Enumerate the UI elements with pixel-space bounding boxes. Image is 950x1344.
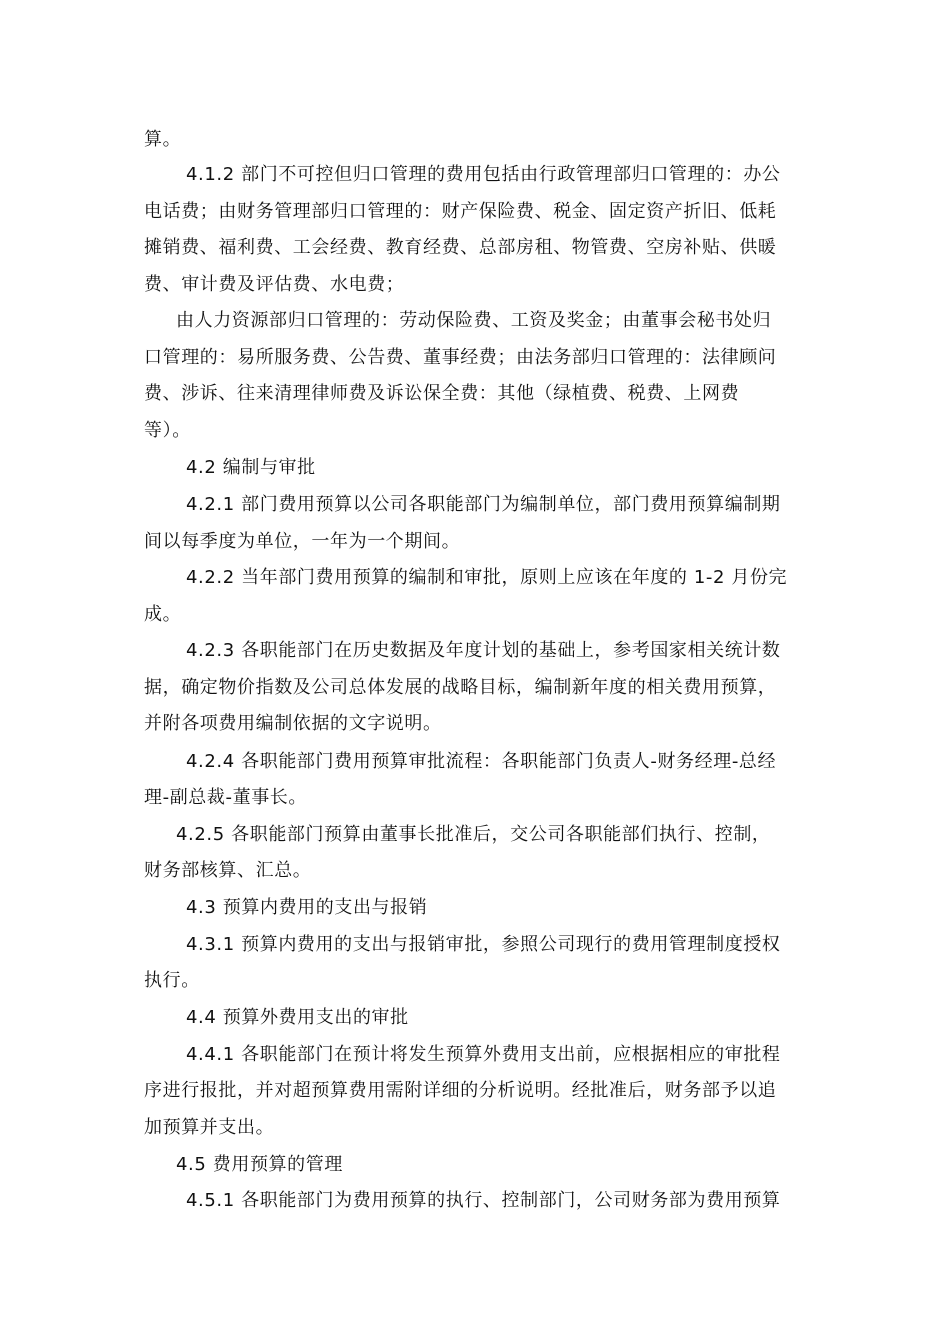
section-4-2-2-line: 4.2.2 当年部门费用预算的编制和审批，原则上应该在年度的 1-2 月份完 [186, 567, 788, 588]
text-line: 成。 [144, 604, 182, 625]
text-line: 序进行报批，并对超预算费用需附详细的分析说明。经批准后，财务部予以追 [144, 1080, 777, 1101]
text-line: 费、审计费及评估费、水电费； [144, 274, 405, 295]
section-heading-4-4: 4.4 预算外费用支出的审批 [186, 1007, 409, 1028]
text-line: 并附各项费用编制依据的文字说明。 [144, 713, 442, 734]
text-line: 理-副总裁-董事长。 [144, 787, 307, 808]
section-heading-4-3: 4.3 预算内费用的支出与报销 [186, 897, 428, 918]
section-4-1-2-line: 4.1.2 部门不可控但归口管理的费用包括由行政管理部归口管理的：办公 [186, 164, 781, 185]
text-line: 加预算并支出。 [144, 1117, 275, 1138]
text-line: 费、涉诉、往来清理律师费及诉讼保全费：其他（绿植费、税费、上网费 [144, 383, 740, 404]
section-4-4-1-line: 4.4.1 各职能部门在预计将发生预算外费用支出前，应根据相应的审批程 [186, 1044, 781, 1065]
text-line: 据，确定物价指数及公司总体发展的战略目标，编制新年度的相关费用预算， [144, 677, 777, 698]
section-heading-4-5: 4.5 费用预算的管理 [176, 1154, 343, 1175]
text-line: 电话费；由财务管理部归口管理的：财产保险费、税金、固定资产折旧、低耗 [144, 201, 777, 222]
section-4-2-5-line: 4.2.5 各职能部门预算由董事长批准后，交公司各职能部们执行、控制， [176, 824, 771, 845]
section-4-2-3-line: 4.2.3 各职能部门在历史数据及年度计划的基础上，参考国家相关统计数 [186, 640, 781, 661]
section-heading-4-2: 4.2 编制与审批 [186, 457, 316, 478]
text-line: 财务部核算、汇总。 [144, 860, 312, 881]
section-4-2-4-line: 4.2.4 各职能部门费用预算审批流程：各职能部门负责人-财务经理-总经 [186, 751, 777, 772]
section-4-2-1-line: 4.2.1 部门费用预算以公司各职能部门为编制单位，部门费用预算编制期 [186, 494, 781, 515]
text-line: 口管理的：易所服务费、公告费、董事经费；由法务部归口管理的：法律顾问 [144, 347, 777, 368]
section-4-5-1-line: 4.5.1 各职能部门为费用预算的执行、控制部门，公司财务部为费用预算 [186, 1190, 781, 1211]
text-line: 等）。 [144, 420, 191, 441]
text-line: 算。 [144, 129, 182, 150]
section-4-3-1-line: 4.3.1 预算内费用的支出与报销审批，参照公司现行的费用管理制度授权 [186, 934, 781, 955]
text-line: 由人力资源部归口管理的：劳动保险费、工资及奖金；由董事会秘书处归 [176, 310, 772, 331]
text-line: 摊销费、福利费、工会经费、教育经费、总部房租、物管费、空房补贴、供暖 [144, 237, 777, 258]
text-line: 间以每季度为单位，一年为一个期间。 [144, 531, 461, 552]
text-line: 执行。 [144, 970, 200, 991]
